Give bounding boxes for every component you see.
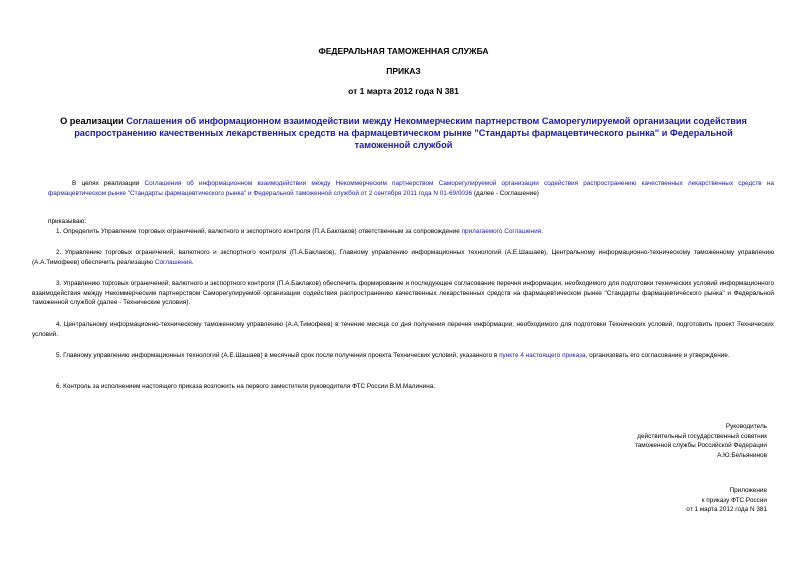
order-item-4: 4. Центральному информационно-техническому таможенному управлению (А.А.Тимофеев) в течение месяца со дня получения перечня информации, необходимого для подготовки Технических условий, подготовить проект Технических условий. (32, 321, 774, 338)
signature-block (635, 422, 767, 460)
appendix-block (686, 486, 767, 515)
item-1-end: . (541, 228, 543, 235)
item-5-end: , организовать его согласование и утверждение. (585, 352, 730, 359)
agency-name: ФЕДЕРАЛЬНАЯ ТАМОЖЕННАЯ СЛУЖБА (318, 46, 489, 56)
document-date-number: от 1 марта 2012 года N 381 (348, 86, 459, 96)
preamble (48, 179, 774, 198)
order-item-2 (32, 248, 774, 267)
appendix-title: Приложение (729, 487, 767, 494)
order-word: приказываю: (48, 218, 86, 225)
preamble-suffix: (далее - Соглашение) (472, 189, 539, 197)
order-item-5 (32, 351, 774, 361)
signature-name: А.Ю.Бельянинов (717, 451, 767, 459)
item-1-agreement-link[interactable]: прилагаемого Соглашения (461, 228, 542, 235)
order-item-1 (32, 227, 774, 237)
document-title (48, 115, 759, 151)
appendix-date: от 1 марта 2012 года N 381 (686, 506, 767, 514)
order-item-3: 3. Управлению торговых ограничений, валютного и экспортного контроля (П.А.Баклаков) обеспечить формирование и последующее согласование перечня информации, необходимого для подготовки технических условий информационного взаимодействия между Некоммерческим партнерством Саморегулируемой организации содействия распространению качественных лекарственных средств на фармацевтическом рынке "Стандарты фармацевтического рынка" и Федеральной таможенной службой (далее - Технические условия). (32, 280, 774, 307)
preamble-agreement-link[interactable]: Соглашения об информационном взаимодействии между Некоммерческим партнерством Саморегулируемой организации содействия распространению качественных лекарственных средств на фармацевтическом рынке "Стандарты фармацевтического рынка" и Федеральной таможенной службой от 2 сентября 2011 года N 01-69/0036 (48, 180, 774, 197)
item-2-agreement-link[interactable]: Соглашения (154, 258, 192, 266)
title-agreement-link[interactable]: Соглашения об информационном взаимодействии между Некоммерческим партнерством Саморегулируемой организации содействия распространению качественных лекарственных средств на фармацевтическом рынке "Стандарты фармацевтического рынка" и Федеральной таможенной службой (74, 116, 747, 150)
signature-position: Руководитель (725, 423, 767, 430)
document-type: ПРИКАЗ (386, 66, 421, 76)
item-2-text: 2. Управлению торговых ограничений, валютного и экспортного контроля (П.А.Баклаков), Главному управлению информационных технологий (А.Е.Шашаев), Центральному информационно-техническому таможенному управлению (А.А.Тимофеев) обеспечить реализацию (32, 249, 774, 266)
item-2-end: . (191, 258, 194, 266)
appendix-reference: к приказу ФТС России (701, 496, 767, 504)
item-5-text: 5. Главному управлению информационных технологий (А.Е.Шашаев) в месячный срок после получения проекта Технических условий, указанного в (56, 352, 500, 359)
item-1-text: 1. Определить Управление торговых ограничений, валютного и экспортного контроля (П.А.Баклаков) ответственным за сопровождение (56, 228, 462, 235)
item-5-paragraph-link[interactable]: пункте 4 настоящего приказа (499, 352, 586, 359)
signature-rank-cont: таможенной службы Российской Федерации (634, 442, 767, 450)
order-item-6: 6. Контроль за исполнением настоящего приказа возложить на первого заместителя руководителя ФТС России В.М.Малинина. (56, 383, 436, 390)
title-prefix: О реализации (60, 116, 127, 126)
signature-rank: действительный государственный советник (637, 432, 767, 440)
preamble-prefix: В целях реализации (72, 180, 145, 187)
